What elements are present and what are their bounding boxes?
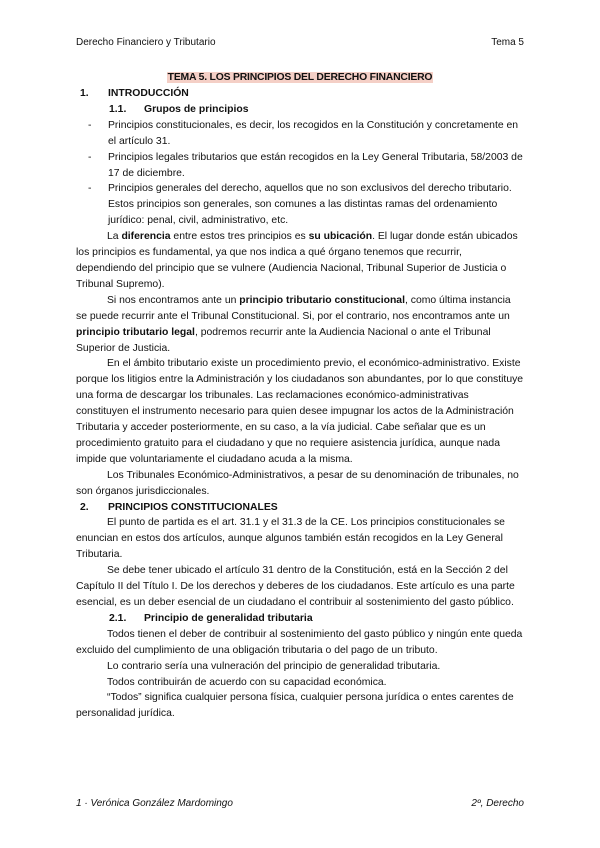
subsection-1-1-title: Grupos de principios xyxy=(144,103,249,115)
footer-course: 2º, Derecho xyxy=(471,798,524,809)
list-item xyxy=(76,181,524,229)
subsection-2-1-number: 2.1. xyxy=(109,612,127,624)
paragraph-generalidad: Todos tienen el deber de contribuir al sostenimiento del gasto público y ningún ente queda excluido del cumplimiento de una obligación tributaria o del pago de un tributo. xyxy=(76,628,523,656)
subsection-1-1-heading xyxy=(76,102,524,118)
list-item-text: Principios legales tributarios que están recogidos en la Ley General Tributaria, 58/2003 de 17 de diciembre. xyxy=(108,151,523,179)
bullet-dash: - xyxy=(88,183,92,195)
section-2-title: PRINCIPIOS CONSTITUCIONALES xyxy=(108,501,278,513)
list-item-text: Principios constitucionales, es decir, los recogidos en la Constitución y concretamente en el artículo 31. xyxy=(108,119,519,147)
subsection-1-1-number: 1.1. xyxy=(109,103,127,115)
page-content xyxy=(76,70,524,722)
section-2-number: 2. xyxy=(80,501,89,513)
bullet-dash: - xyxy=(88,119,92,131)
section-1-title: INTRODUCCIÓN xyxy=(108,88,189,99)
list-item xyxy=(76,150,524,182)
list-item xyxy=(76,118,524,150)
subsection-2-1-heading xyxy=(76,611,524,627)
list-item-text: Principios generales del derecho, aquellos que no son exclusivos del derecho tributario. Estos principios son generales, son comunes a las distintas ramas del ordenamiento jurídico: penal, civil, administrativo, etc. xyxy=(108,183,512,227)
paragraph-capacidad: Todos contribuirán de acuerdo con su capacidad económica. xyxy=(107,676,387,688)
bullet-dash: - xyxy=(88,151,92,163)
paragraph-articulo-31: Se debe tener ubicado el artículo 31 dentro de la Constitución, está en la Sección 2 del Capítulo II del Título I. De los derechos y deberes de los ciudadanos. Este artículo es una parte esencial, es un deber esencial de un ciudadano el contribuir al sostenimiento del gasto público. xyxy=(76,565,515,608)
paragraph-recursos: Si nos encontramos ante un principio tributario constitucional, como última instancia se puede recurrir ante el Tribunal Constitucional. Si, por el contrario, nos encontramos ante un principio tributario legal, podremos recurrir ante la Audiencia Nacional o ante el Tribunal Superior de Justicia. xyxy=(76,294,511,354)
header-course: Derecho Financiero y Tributario xyxy=(76,37,216,48)
paragraph-economico-administrativo: En el ámbito tributario existe un procedimiento previo, el económico-administrativo. Existe porque los litigios entre la Administración y los ciudadanos son abundantes, por lo que constituye una forma de descargar los tribunales. Las reclamaciones económico-administrativas constituyen el instrumento necesario para quien desee impugnar los actos de la Administración Tributaria y acceder posteriormente, en su caso, a la vía judicial. Cabe señalar que es un procedimiento gratuito para el ciudadano y que no requiere asistencia jurídica, aunque nada impide que voluntariamente el ciudadano acuda a la misma. xyxy=(76,358,524,465)
page-title xyxy=(76,70,524,86)
subsection-2-1-title: Principio de generalidad tributaria xyxy=(144,612,313,624)
paragraph-vulneracion: Lo contrario sería una vulneración del principio de generalidad tributaria. xyxy=(107,660,441,672)
bold-term: principio tributario legal xyxy=(76,326,195,338)
bold-term: diferencia xyxy=(121,231,171,243)
section-2-heading xyxy=(76,500,524,516)
section-1-number: 1. xyxy=(80,88,89,99)
paragraph-tribunales: Los Tribunales Económico-Administrativos, a pesar de su denominación de tribunales, no son órganos jurisdiccionales. xyxy=(76,469,519,497)
section-1-heading xyxy=(76,86,524,102)
footer-author: 1 · Verónica González Mardomingo xyxy=(76,798,233,809)
bold-term: su ubicación xyxy=(308,231,373,243)
bold-term: principio tributario constitucional xyxy=(239,294,405,306)
principles-list xyxy=(76,118,524,229)
paragraph-diferencia: La diferencia entre estos tres principios es su ubicación. El lugar donde están ubicados los principios es fundamental, ya que nos indica a qué órgano tenemos que recurrir, dependiendo del principio que se vulnere (Audiencia Nacional, Tribunal Superior de Justicia o Tribunal Supremo). xyxy=(76,231,518,290)
paragraph-punto-partida: El punto de partida es el art. 31.1 y el 31.3 de la CE. Los principios constitucionales se enuncian en estos dos artículos, aunque algunos también están recogidos en la Ley General Tributaria. xyxy=(76,517,505,561)
header-topic: Tema 5 xyxy=(491,37,524,48)
page-title-text: TEMA 5. LOS PRINCIPIOS DEL DERECHO FINANCIERO xyxy=(167,72,433,83)
paragraph-todos: “Todos” significa cualquier persona física, cualquier persona jurídica o entes carentes de personalidad jurídica. xyxy=(76,692,514,720)
